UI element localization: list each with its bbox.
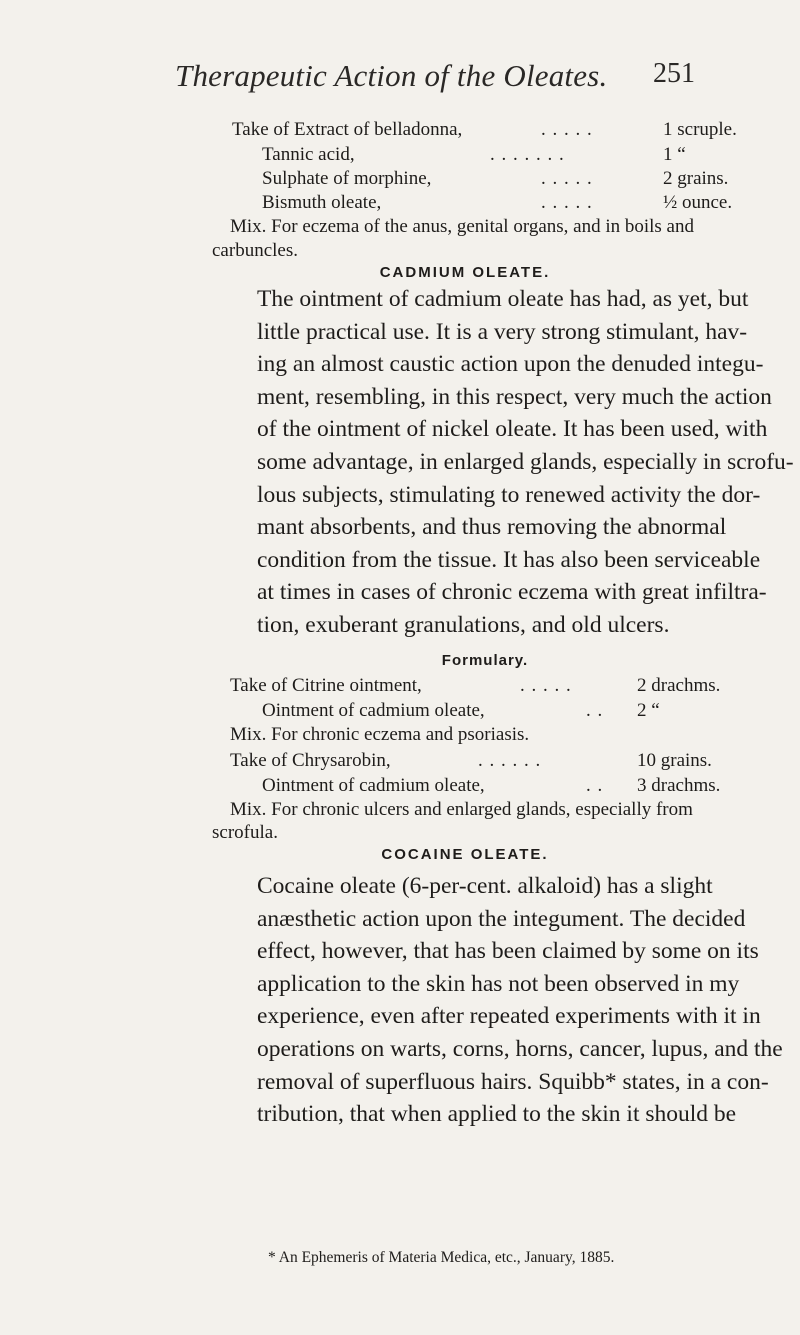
- leader-dots: . . . . .: [520, 675, 572, 696]
- section-heading-cadmium: CADMIUM OLEATE.: [379, 264, 551, 281]
- leader-dots: . .: [586, 775, 604, 796]
- ingredient: Take of Chrysarobin,: [230, 750, 391, 771]
- leader-dots: . . . . . .: [478, 750, 542, 771]
- amount: 2 “: [637, 700, 660, 721]
- paragraph-line: application to the skin has not been observed in my: [257, 970, 740, 997]
- ingredient: Take of Citrine ointment,: [230, 675, 422, 696]
- book-page: Therapeutic Action of the Oleates. 251 Take of Extract of belladonna, . . . . . 1 scruple. Tannic acid, . . . . . . . 1 “ Sulphate of morphine, . . . . . 2 grains. Bismuth oleate, . . . . . ½ ounce. Mix. For eczema of the anus, genital organs, and in boils and carbuncles. CADMIUM OLEATE. The ointment of cadmium oleate has had, as yet, but little practical use. It is a very strong stimulant, hav- ing an almost caustic action upon the denuded integu- ment, resembling, in this respect, very much the action of the ointment of nickel oleate. It has been used, with some advantage, in enlarged glands, especially in scrofu- lous subjects, stimulating to renewed activity the dor- mant absorbents, and thus removing the abnormal condition from the tissue. It has also been serviceable at times in cases of chronic eczema with great infiltra- tion, exuberant granulations, and old ulcers. Formulary. Take of Citrine ointment, . . . . . 2 drachms. Ointment of cadmium oleate, . . 2 “ Mix. For chronic eczema and psoriasis. Take of Chrysarobin, . . . . . . 10 grains. Ointment of cadmium oleate, . . 3 drachms. Mix. For chronic ulcers and enlarged glands, especially from scrofula. COCAINE OLEATE. Cocaine oleate (6-per-cent. alkaloid) has a slight anæsthetic action upon the integument. The decided effect, however, that has been claimed by some on its application to the skin has not been observed in my experience, even after repeated experiments with it in operations on warts, corns, horns, cancer, lupus, and the removal of superfluous hairs. Squibb* states, in a con- tribution, that when applied to the skin it should be * An Ephemeris of Materia Medica, etc., January, 1885.: [0, 0, 800, 1335]
- paragraph-line: condition from the tissue. It has also been serviceable: [257, 546, 761, 573]
- paragraph-line: mant absorbents, and thus removing the abnormal: [257, 514, 727, 541]
- ingredient: Ointment of cadmium oleate,: [262, 775, 485, 796]
- running-head: [175, 58, 695, 98]
- running-head-title: Therapeutic Action of the Oleates.: [175, 58, 608, 93]
- amount: 10 grains.: [637, 750, 712, 771]
- footnote: * An Ephemeris of Materia Medica, etc., January, 1885.: [268, 1249, 615, 1266]
- amount: 1 scruple.: [663, 119, 737, 140]
- cadmium-paragraph: [257, 283, 794, 642]
- ingredient: Take of Extract of belladonna,: [232, 119, 463, 140]
- ingredient: Ointment of cadmium oleate,: [262, 700, 485, 721]
- paragraph-line: tion, exuberant granulations, and old ulcers.: [257, 611, 670, 638]
- ingredient: Bismuth oleate,: [262, 192, 382, 213]
- amount: 2 grains.: [663, 168, 729, 189]
- paragraph-line: The ointment of cadmium oleate has had, as yet, but: [257, 286, 749, 312]
- section-heading-cocaine: COCAINE OLEATE.: [381, 846, 549, 863]
- formulary-heading: Formulary.: [441, 652, 529, 669]
- paragraph-line: ment, resembling, in this respect, very much the action: [257, 383, 772, 410]
- leader-dots: . . . . .: [541, 192, 593, 213]
- paragraph-line: of the ointment of nickel oleate. It has been used, with: [257, 416, 768, 443]
- amount: 3 drachms.: [637, 775, 721, 796]
- paragraph-line: removal of superfluous hairs. Squibb* states, in a con-: [257, 1068, 769, 1095]
- amount: 1 “: [663, 144, 686, 165]
- ingredient: Tannic acid,: [262, 144, 355, 165]
- paragraph-line: experience, even after repeated experiments with it in: [257, 1003, 761, 1030]
- leader-dots: . . . . . . .: [490, 144, 565, 165]
- ingredient: Sulphate of morphine,: [262, 168, 432, 189]
- leader-dots: . .: [586, 700, 604, 721]
- paragraph-line: tribution, that when applied to the skin it should be: [257, 1101, 737, 1128]
- paragraph-line: ing an almost caustic action upon the denuded integu-: [257, 351, 764, 378]
- paragraph-line: operations on warts, corns, horns, cancer, lupus, and the: [257, 1035, 783, 1062]
- amount: ½ ounce.: [663, 192, 733, 213]
- amount: 2 drachms.: [637, 675, 721, 696]
- page-number: 251: [653, 58, 695, 89]
- paragraph-line: little practical use. It is a very strong stimulant, hav-: [257, 318, 748, 345]
- paragraph-line: effect, however, that has been claimed by some on its: [257, 938, 759, 965]
- paragraph-line: at times in cases of chronic eczema with great infiltra-: [257, 579, 767, 606]
- paragraph-line: Cocaine oleate (6-per-cent. alkaloid) has a slight: [257, 873, 713, 899]
- paragraph-line: lous subjects, stimulating to renewed activity the dor-: [257, 481, 761, 508]
- cocaine-paragraph: [257, 870, 783, 1131]
- paragraph-line: some advantage, in enlarged glands, especially in scrofu-: [257, 448, 794, 475]
- paragraph-line: anæsthetic action upon the integument. The decided: [257, 905, 746, 932]
- leader-dots: . . . . .: [541, 168, 593, 189]
- leader-dots: . . . . .: [541, 119, 593, 140]
